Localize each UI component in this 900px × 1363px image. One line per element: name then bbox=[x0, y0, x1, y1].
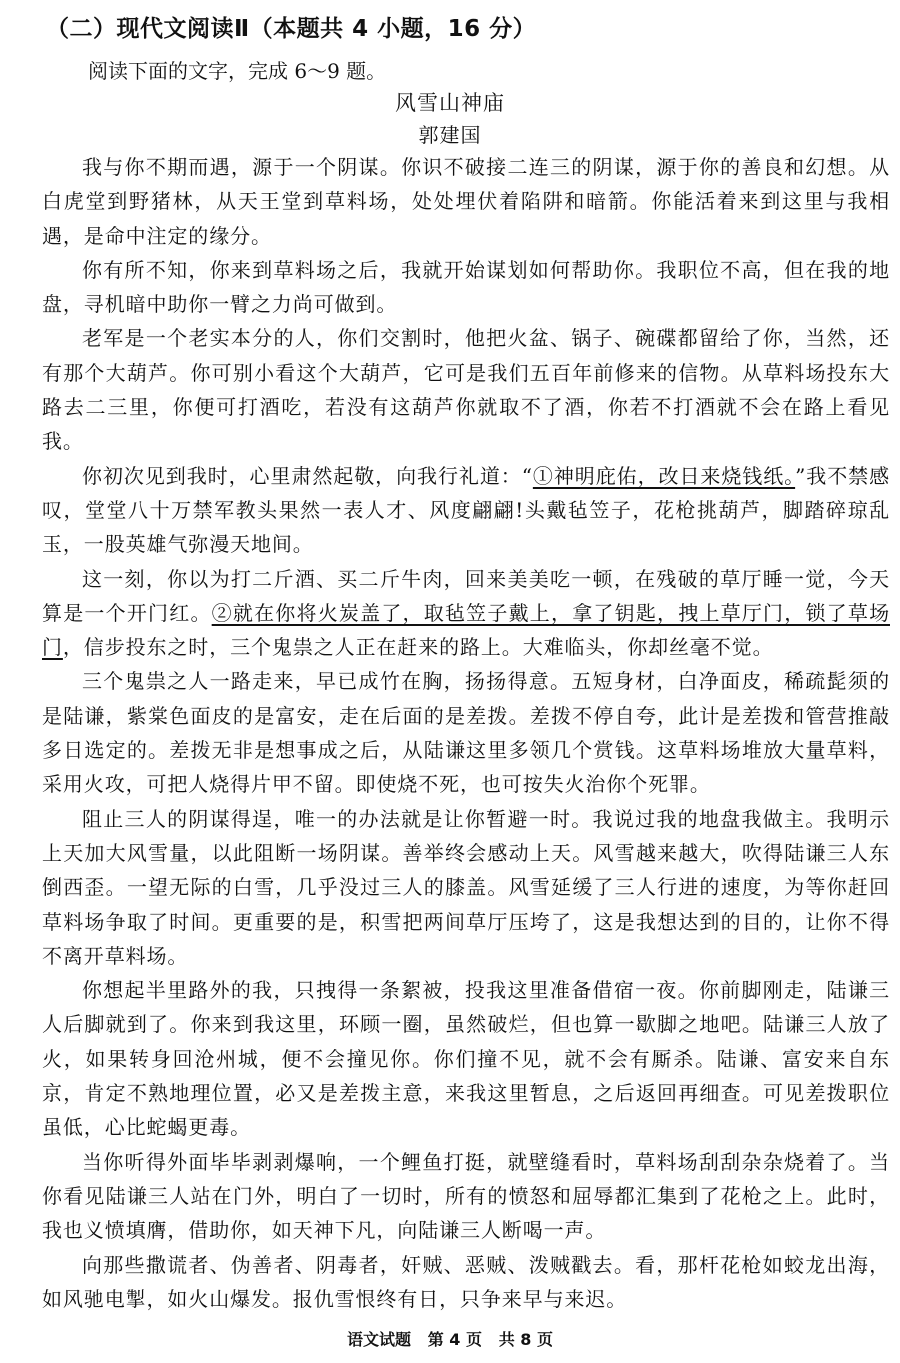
section-title: （二）现代文阅读Ⅱ（本题共 4 小题，16 分） bbox=[46, 16, 537, 42]
paragraph-4-after: ”我不禁感叹，堂堂八十万禁军教头果然一表人才、风度翩翩!头戴毡笠子，花枪挑葫芦，脚踏碎琼乱玉，一股英雄气弥漫天地间。 bbox=[42, 463, 890, 557]
paragraph-5-before: 这一刻，你以为打二斤酒、买二斤牛肉，回来美美吃一顿，在残破的草厅睡一觉，今天算是一个开门红。 bbox=[42, 566, 890, 625]
underlined-sentence-2: ②就在你将火炭盖了，取毡笠子戴上，拿了钥匙，拽上草厅门，锁了草场门 bbox=[42, 600, 890, 660]
reading-instruction: 阅读下面的文字，完成 6～9 题。 bbox=[88, 59, 387, 83]
paragraph-10: 向那些撒谎者、伪善者、阴毒者，奸贼、恶贼、泼贼戳去。看，那杆花枪如蛟龙出海，如风驰电掣，如火山爆发。报仇雪恨终有日，只争来早与来迟。 bbox=[42, 1252, 890, 1311]
paragraph-6: 三个鬼祟之人一路走来，早已成竹在胸，扬扬得意。五短身材，白净面皮，稀疏髭须的是陆谦，紫棠色面皮的是富安，走在后面的是差拨。差拨不停自夸，此计是差拨和管营推敲多日选定的。差拨无非是想事成之后，从陆谦这里多领几个赏钱。这草料场堆放大量草料，采用火攻，可把人烧得片甲不留。即使烧不死，也可按失火治你个死罪。 bbox=[42, 669, 890, 797]
paragraph-1: 我与你不期而遇，源于一个阴谋。你识不破接二连三的阴谋，源于你的善良和幻想。从白虎堂到野猪林，从天王堂到草料场，处处埋伏着陷阱和暗箭。你能活着来到这里与我相遇，是命中注定的缘分。 bbox=[42, 155, 890, 248]
article-author: 郭建国 bbox=[418, 123, 482, 147]
paragraph-4 bbox=[42, 459, 890, 562]
paragraph-2: 你有所不知，你来到草料场之后，我就开始谋划如何帮助你。我职位不高，但在我的地盘，寻机暗中助你一臂之力尚可做到。 bbox=[42, 257, 890, 317]
page-footer: 语文试题 第 4 页 共 8 页 bbox=[347, 1330, 553, 1349]
paragraph-8: 你想起半里路外的我，只拽得一条絮被，投我这里准备借宿一夜。你前脚刚走，陆谦三人后脚就到了。你来到我这里，环顾一圈，虽然破烂，但也算一歇脚之地吧。陆谦三人放了火，如果转身回沧州城，便不会撞见你。你们撞不见，就不会有厮杀。陆谦、富安来自东京，肯定不熟地理位置，必又是差拨主意，来我这里暂息，之后返回再细查。可见差拨职位虽低，心比蛇蝎更毒。 bbox=[42, 978, 890, 1140]
article-body bbox=[42, 150, 890, 1316]
paragraph-5 bbox=[42, 562, 890, 665]
paragraph-9: 当你听得外面毕毕剥剥爆响，一个鲤鱼打挺，就壁缝看时，草料场刮刮杂杂烧着了。当你看见陆谦三人站在门外，明白了一切时，所有的愤怒和屈辱都汇集到了花枪之上。此时，我也义愤填膺，借助你，如天神下凡，向陆谦三人断喝一声。 bbox=[42, 1149, 890, 1243]
paragraph-3: 老军是一个老实本分的人，你们交割时，他把火盆、锅子、碗碟都留给了你，当然，还有那个大葫芦。你可别小看这个大葫芦，它可是我们五百年前修来的信物。从草料场投东大路去二三里，你便可打酒吃，若没有这葫芦你就取不了酒，你若不打酒就不会在路上看见我。 bbox=[42, 326, 890, 454]
article-title: 风雪山神庙 bbox=[395, 91, 505, 115]
paragraph-4-before: 你初次见到我时，心里肃然起敬，向我行礼道：“ bbox=[82, 463, 533, 488]
paragraph-5-after: ，信步投东之时，三个鬼祟之人正在赶来的路上。大难临头，你却丝毫不觉。 bbox=[62, 635, 774, 660]
paragraph-7: 阻止三人的阴谋得逞，唯一的办法就是让你暂避一时。我说过我的地盘我做主。我明示上天加大风雪量，以此阻断一场阴谋。善举终会感动上天。风雪越来越大，吹得陆谦三人东倒西歪。一望无际的白雪，几乎没过三人的膝盖。风雪延缓了三人行进的速度，为等你赶回草料场争取了时间。更重要的是，积雪把两间草厅压垮了，这是我想达到的目的，让你不得不离开草料场。 bbox=[42, 806, 890, 968]
underlined-sentence-1: ①神明庇佑，改日来烧钱纸。 bbox=[532, 463, 796, 488]
